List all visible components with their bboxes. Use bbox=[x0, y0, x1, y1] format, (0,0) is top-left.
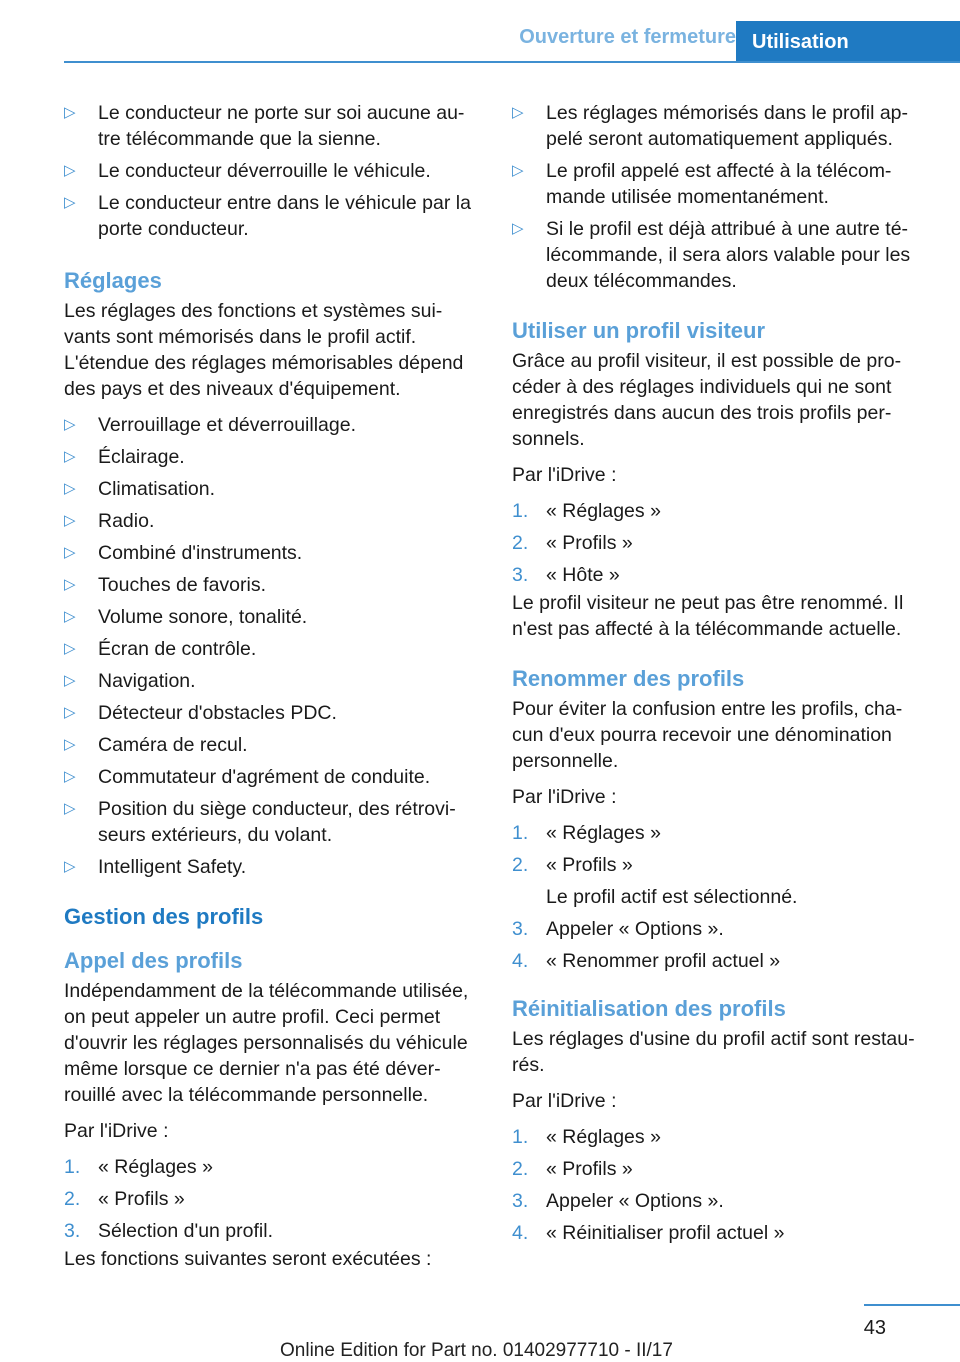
list-item: ▷ Les réglages mémorisés dans le profil ap-pelé seront automatiquement appliqués. bbox=[512, 102, 909, 150]
triangle-bullet-icon: ▷ bbox=[512, 220, 524, 237]
renommer-paragraph: Pour éviter la confusion entre les profils, cha-cun d'eux pourra recevoir une dénomination personnelle. bbox=[512, 698, 903, 772]
header-rule bbox=[64, 61, 960, 63]
triangle-bullet-icon: ▷ bbox=[64, 640, 76, 657]
triangle-bullet-icon: ▷ bbox=[64, 672, 76, 689]
footer-rule bbox=[864, 1304, 960, 1306]
reinit-heading: Réinitialisation des profils bbox=[512, 996, 786, 1021]
list-item: ▷ Touches de favoris. bbox=[64, 574, 267, 596]
triangle-bullet-icon: ▷ bbox=[64, 768, 76, 785]
left-column bbox=[64, 100, 480, 1282]
list-item: ▷ Le conducteur entre dans le véhicule par la porte conducteur. bbox=[64, 192, 471, 240]
triangle-bullet-icon: ▷ bbox=[64, 416, 76, 433]
list-item: ▷ Navigation. bbox=[64, 670, 196, 692]
triangle-bullet-icon: ▷ bbox=[64, 736, 76, 753]
list-item: ▷ Le profil appelé est affecté à la télécom-mande utilisée momentanément. bbox=[512, 160, 892, 208]
visiteur-after-text: Le profil visiteur ne peut pas être renommé. Il n'est pas affecté à la télécommande actuelle. bbox=[512, 592, 904, 640]
list-item: 2. « Profils » Le profil actif est sélectionné. bbox=[512, 854, 798, 908]
triangle-bullet-icon: ▷ bbox=[64, 448, 76, 465]
appel-steps bbox=[64, 1154, 480, 1244]
reglages-heading: Réglages bbox=[64, 268, 162, 293]
list-item: 4. « Renommer profil actuel » bbox=[512, 950, 781, 972]
visiteur-idrive-label: Par l'iDrive : bbox=[512, 464, 617, 486]
triangle-bullet-icon: ▷ bbox=[512, 162, 524, 179]
triangle-bullet-icon: ▷ bbox=[64, 480, 76, 497]
list-item: ▷ Écran de contrôle. bbox=[64, 638, 257, 660]
list-item: ▷ Intelligent Safety. bbox=[64, 856, 247, 878]
reglages-paragraph: Les réglages des fonctions et systèmes sui-vants sont mémorisés dans le profil actif. L'étendue des réglages mémorisables dépend des pays et des niveaux d'équipement. bbox=[64, 300, 464, 400]
list-item: 3. « Hôte » bbox=[512, 564, 620, 586]
visiteur-steps bbox=[512, 498, 932, 588]
list-item: 3. Appeler « Options ». bbox=[512, 1190, 724, 1212]
triangle-bullet-icon: ▷ bbox=[64, 704, 76, 721]
intro-bullet-list bbox=[64, 100, 480, 242]
list-item: ▷ Radio. bbox=[64, 510, 155, 532]
visiteur-heading: Utiliser un profil visiteur bbox=[512, 318, 766, 343]
list-item: ▷ Verrouillage et déverrouillage. bbox=[64, 414, 356, 436]
list-item: ▷ Éclairage. bbox=[64, 446, 185, 468]
appel-heading: Appel des profils bbox=[64, 948, 243, 973]
list-item: 2. « Profils » bbox=[512, 1158, 633, 1180]
list-item: 2. « Profils » bbox=[512, 532, 633, 554]
renommer-steps bbox=[512, 820, 932, 974]
list-item: ▷ Climatisation. bbox=[64, 478, 216, 500]
list-item: 3. Sélection d'un profil. bbox=[64, 1220, 273, 1242]
triangle-bullet-icon: ▷ bbox=[64, 576, 76, 593]
list-item: 2. « Profils » bbox=[64, 1188, 185, 1210]
triangle-bullet-icon: ▷ bbox=[64, 104, 76, 121]
list-item: ▷ Caméra de recul. bbox=[64, 734, 248, 756]
list-item: 1. « Réglages » bbox=[512, 1126, 661, 1148]
appel-after-text: Les fonctions suivantes seront exécutées : bbox=[64, 1248, 432, 1270]
page-number: 43 bbox=[863, 1317, 886, 1339]
visiteur-paragraph: Grâce au profil visiteur, il est possible de pro-céder à des réglages individuels qui ne sont enregistrés dans aucun des trois profils per-sonnels. bbox=[512, 350, 902, 450]
list-item: 3. Appeler « Options ». bbox=[512, 918, 724, 940]
list-item: ▷ Position du siège conducteur, des rétrovi-seurs extérieurs, du volant. bbox=[64, 798, 456, 846]
list-item: ▷ Le conducteur déverrouille le véhicule. bbox=[64, 160, 431, 182]
triangle-bullet-icon: ▷ bbox=[64, 194, 76, 211]
list-item: 1. « Réglages » bbox=[64, 1156, 213, 1178]
header-section-label: Ouverture et fermeture bbox=[519, 26, 736, 48]
gestion-heading: Gestion des profils bbox=[64, 904, 264, 929]
triangle-bullet-icon: ▷ bbox=[512, 104, 524, 121]
renommer-idrive-label: Par l'iDrive : bbox=[512, 786, 617, 808]
list-item: 1. « Réglages » bbox=[512, 822, 661, 844]
triangle-bullet-icon: ▷ bbox=[64, 512, 76, 529]
renommer-step-note: Le profil actif est sélectionné. bbox=[546, 886, 798, 908]
appel-bullet-list bbox=[512, 100, 932, 294]
reinit-paragraph: Les réglages d'usine du profil actif sont restau-rés. bbox=[512, 1028, 915, 1076]
header-chapter-tab: Utilisation bbox=[736, 21, 960, 63]
triangle-bullet-icon: ▷ bbox=[64, 544, 76, 561]
right-column bbox=[512, 100, 932, 1252]
triangle-bullet-icon: ▷ bbox=[64, 858, 76, 875]
reglages-bullet-list bbox=[64, 412, 480, 880]
triangle-bullet-icon: ▷ bbox=[64, 162, 76, 179]
list-item: ▷ Volume sonore, tonalité. bbox=[64, 606, 308, 628]
renommer-heading: Renommer des profils bbox=[512, 666, 745, 691]
appel-paragraph: Indépendamment de la télécommande utilisée, on peut appeler un autre profil. Ceci permet d'ouvrir les réglages personnalisés du véhicule même lorsque ce dernier n'a pas été déver-rouillé avec la télécommande personnelle. bbox=[64, 980, 469, 1106]
appel-idrive-label: Par l'iDrive : bbox=[64, 1120, 169, 1142]
list-item: ▷ Si le profil est déjà attribué à une autre té-lécommande, il sera alors valable pour les deux télécommandes. bbox=[512, 218, 911, 292]
triangle-bullet-icon: ▷ bbox=[64, 608, 76, 625]
list-item: 1. « Réglages » bbox=[512, 500, 661, 522]
triangle-bullet-icon: ▷ bbox=[64, 800, 76, 817]
edition-footer: Online Edition for Part no. 01402977710 - II/17 bbox=[280, 1340, 673, 1361]
list-item: ▷ Combiné d'instruments. bbox=[64, 542, 303, 564]
list-item: 4. « Réinitialiser profil actuel » bbox=[512, 1222, 785, 1244]
list-item: ▷ Détecteur d'obstacles PDC. bbox=[64, 702, 337, 724]
reinit-steps bbox=[512, 1124, 932, 1246]
list-item: ▷ Commutateur d'agrément de conduite. bbox=[64, 766, 431, 788]
list-item: ▷ Le conducteur ne porte sur soi aucune au-tre télécommande que la sienne. bbox=[64, 102, 465, 150]
reinit-idrive-label: Par l'iDrive : bbox=[512, 1090, 617, 1112]
